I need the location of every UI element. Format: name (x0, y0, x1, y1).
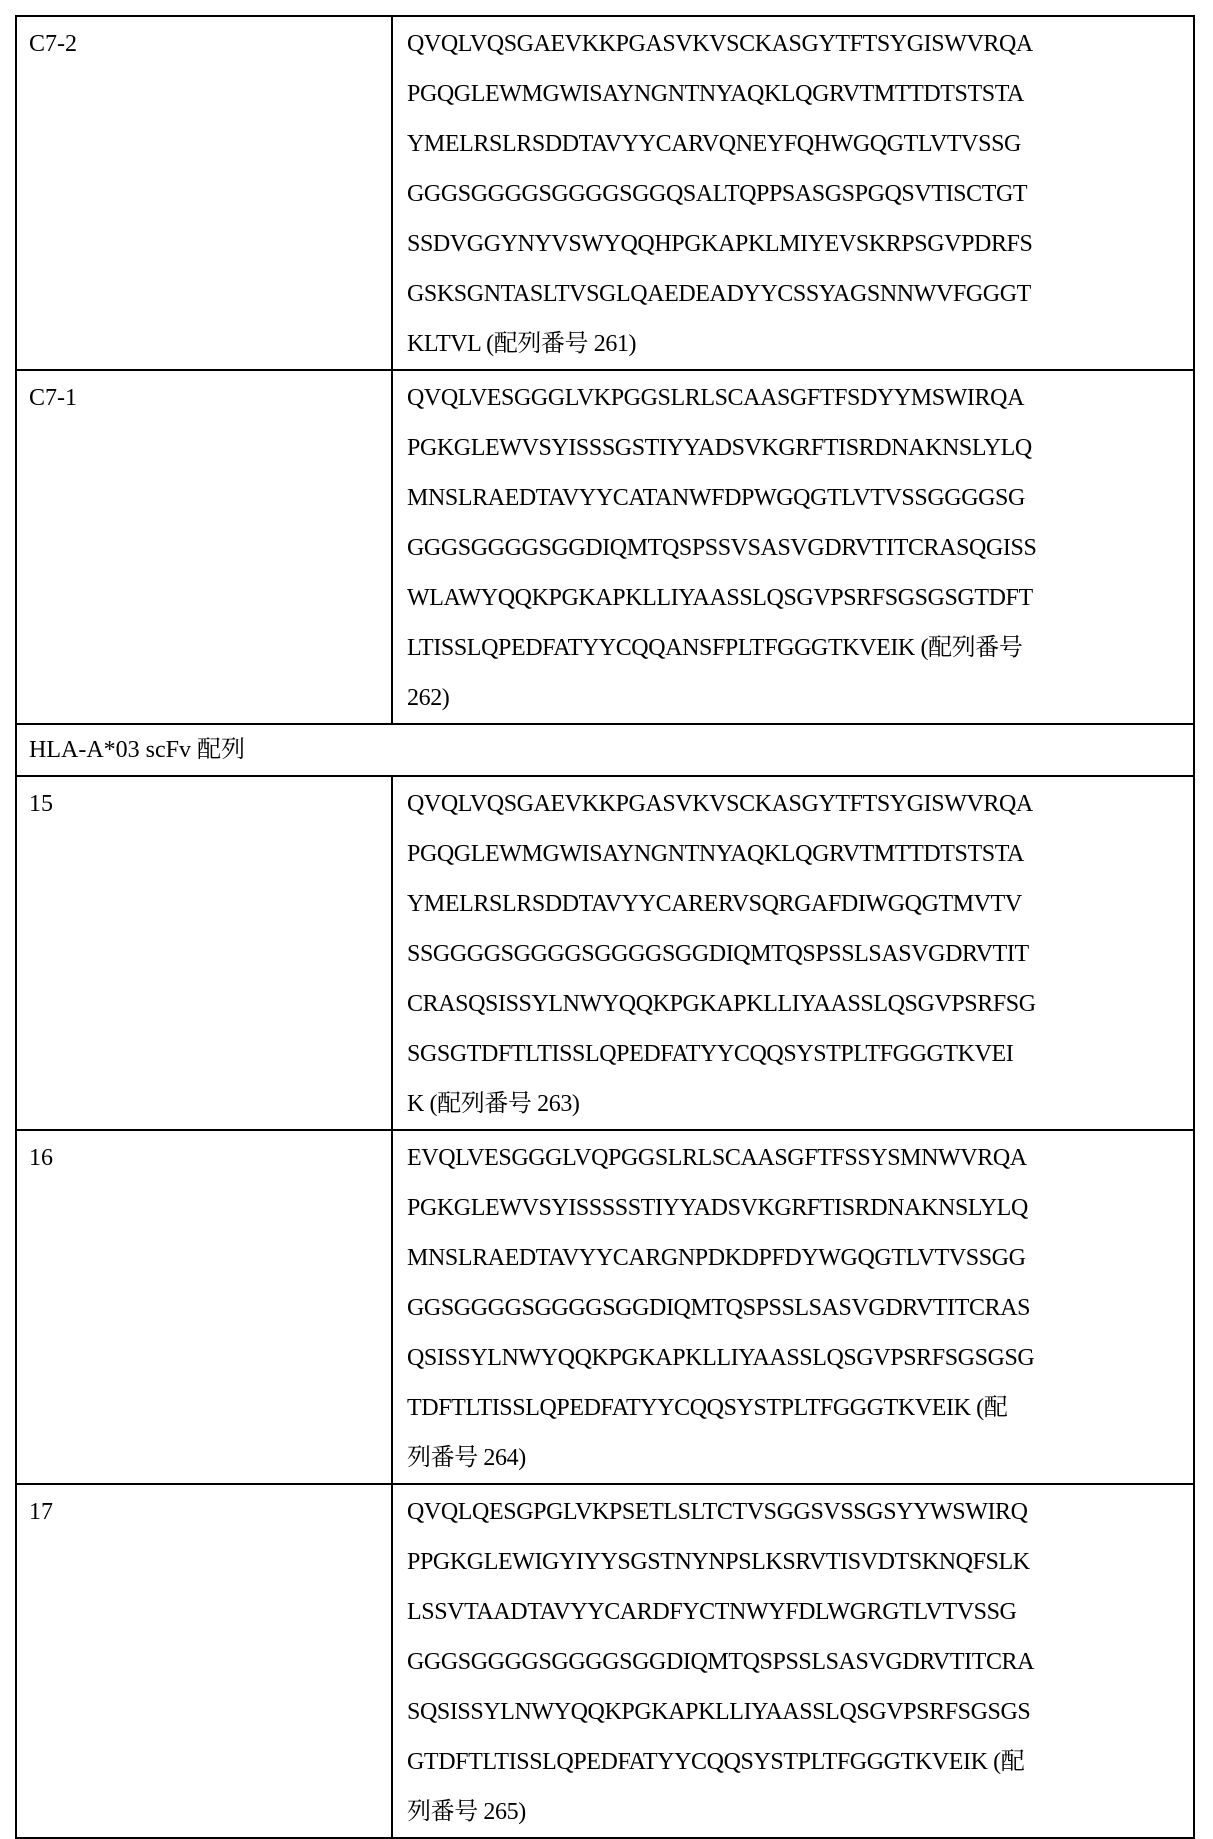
clone-label: 15 (16, 776, 392, 1130)
sequence-line: QVQLVESGGGLVKPGGSLRLSCAASGFTFSDYYMSWIRQA (407, 385, 1025, 411)
section-header: HLA-A*03 scFv 配列 (16, 724, 1194, 776)
sequence-line: PGQGLEWMGWISAYNGNTNYAQKLQGRVTMTTDTSTSTA (407, 81, 1024, 107)
sequence-line: TDFTLTISSLQPEDFATYYCQQSYSTPLTFGGGTKVEIK (配 (407, 1395, 1008, 1421)
sequence-line: PGKGLEWVSYISSSSSTIYYADSVKGRFTISRDNAKNSLYLQ (407, 1195, 1028, 1221)
sequence-line: SGSGTDFTLTISSLQPEDFATYYCQQSYSTPLTFGGGTKVEI (407, 1041, 1014, 1067)
clone-label: C7-2 (16, 16, 392, 370)
sequence-line: KLTVL (配列番号 261) (407, 331, 637, 357)
sequence-table (15, 15, 1195, 1839)
sequence-line: GSKSGNTASLTVSGLQAEDEADYYCSSYAGSNNWVFGGGT (407, 281, 1031, 307)
sequence-line: QVQLVQSGAEVKKPGASVKVSCKASGYTFTSYGISWVRQA (407, 31, 1033, 57)
sequence-line: 列番号 265) (407, 1799, 526, 1825)
sequence-cell (392, 1130, 1194, 1484)
sequence-line: GGSGGGGSGGGGSGGDIQMTQSPSSLSASVGDRVTITCRAS (407, 1295, 1031, 1321)
sequence-line: PGQGLEWMGWISAYNGNTNYAQKLQGRVTMTTDTSTSTA (407, 841, 1024, 867)
table-row (16, 776, 1194, 1130)
table-row (16, 370, 1194, 724)
sequence-line: 262) (407, 685, 450, 711)
sequence-line: PGKGLEWVSYISSSGSTIYYADSVKGRFTISRDNAKNSLYLQ (407, 435, 1032, 461)
sequence-line: PPGKGLEWIGYIYYSGSTNYNPSLKSRVTISVDTSKNQFSLK (407, 1549, 1030, 1575)
section-header-row (16, 724, 1194, 776)
sequence-line: QVQLVQSGAEVKKPGASVKVSCKASGYTFTSYGISWVRQA (407, 791, 1033, 817)
sequence-line: YMELRSLRSDDTAVYYCARVQNEYFQHWGQGTLVTVSSG (407, 131, 1021, 157)
sequence-line: GGGSGGGGSGGDIQMTQSPSSVSASVGDRVTITCRASQGISS (407, 535, 1037, 561)
sequence-line: MNSLRAEDTAVYYCATANWFDPWGQGTLVTVSSGGGGSG (407, 485, 1025, 511)
sequence-cell (392, 1484, 1194, 1838)
sequence-cell (392, 370, 1194, 724)
table-row (16, 1130, 1194, 1484)
sequence-line: LTISSLQPEDFATYYCQQANSFPLTFGGGTKVEIK (配列番号 (407, 635, 1023, 661)
sequence-line: GTDFTLTISSLQPEDFATYYCQQSYSTPLTFGGGTKVEIK (配 (407, 1749, 1025, 1775)
sequence-line: GGGSGGGGSGGGGSGGQSALTQPPSASGSPGQSVTISCTGT (407, 181, 1028, 207)
clone-label: 16 (16, 1130, 392, 1484)
table-row (16, 16, 1194, 370)
clone-label: 17 (16, 1484, 392, 1838)
sequence-line: 列番号 264) (407, 1445, 526, 1471)
sequence-line: QSISSYLNWYQQKPGKAPKLLIYAASSLQSGVPSRFSGSGSG (407, 1345, 1035, 1371)
sequence-line: SQSISSYLNWYQQKPGKAPKLLIYAASSLQSGVPSRFSGSGS (407, 1699, 1031, 1725)
sequence-line: CRASQSISSYLNWYQQKPGKAPKLLIYAASSLQSGVPSRFSG (407, 991, 1036, 1017)
clone-label: C7-1 (16, 370, 392, 724)
sequence-line: LSSVTAADTAVYYCARDFYCTNWYFDLWGRGTLVTVSSG (407, 1599, 1017, 1625)
sequence-line: YMELRSLRSDDTAVYYCARERVSQRGAFDIWGQGTMVTV (407, 891, 1022, 917)
sequence-cell (392, 776, 1194, 1130)
sequence-line: MNSLRAEDTAVYYCARGNPDKDPFDYWGQGTLVTVSSGG (407, 1245, 1026, 1271)
sequence-line: SSGGGGSGGGGSGGGGSGGDIQMTQSPSSLSASVGDRVTIT (407, 941, 1029, 967)
sequence-line: SSDVGGYNYVSWYQQHPGKAPKLMIYEVSKRPSGVPDRFS (407, 231, 1033, 257)
sequence-line: K (配列番号 263) (407, 1091, 580, 1117)
sequence-line: EVQLVESGGGLVQPGGSLRLSCAASGFTFSSYSMNWVRQA (407, 1145, 1027, 1171)
sequence-cell (392, 16, 1194, 370)
sequence-line: QVQLQESGPGLVKPSETLSLTCTVSGGSVSSGSYYWSWIRQ (407, 1499, 1028, 1525)
sequence-line: GGGSGGGGSGGGGSGGDIQMTQSPSSLSASVGDRVTITCRA (407, 1649, 1035, 1675)
table-row (16, 1484, 1194, 1838)
sequence-line: WLAWYQQKPGKAPKLLIYAASSLQSGVPSRFSGSGSGTDFT (407, 585, 1033, 611)
